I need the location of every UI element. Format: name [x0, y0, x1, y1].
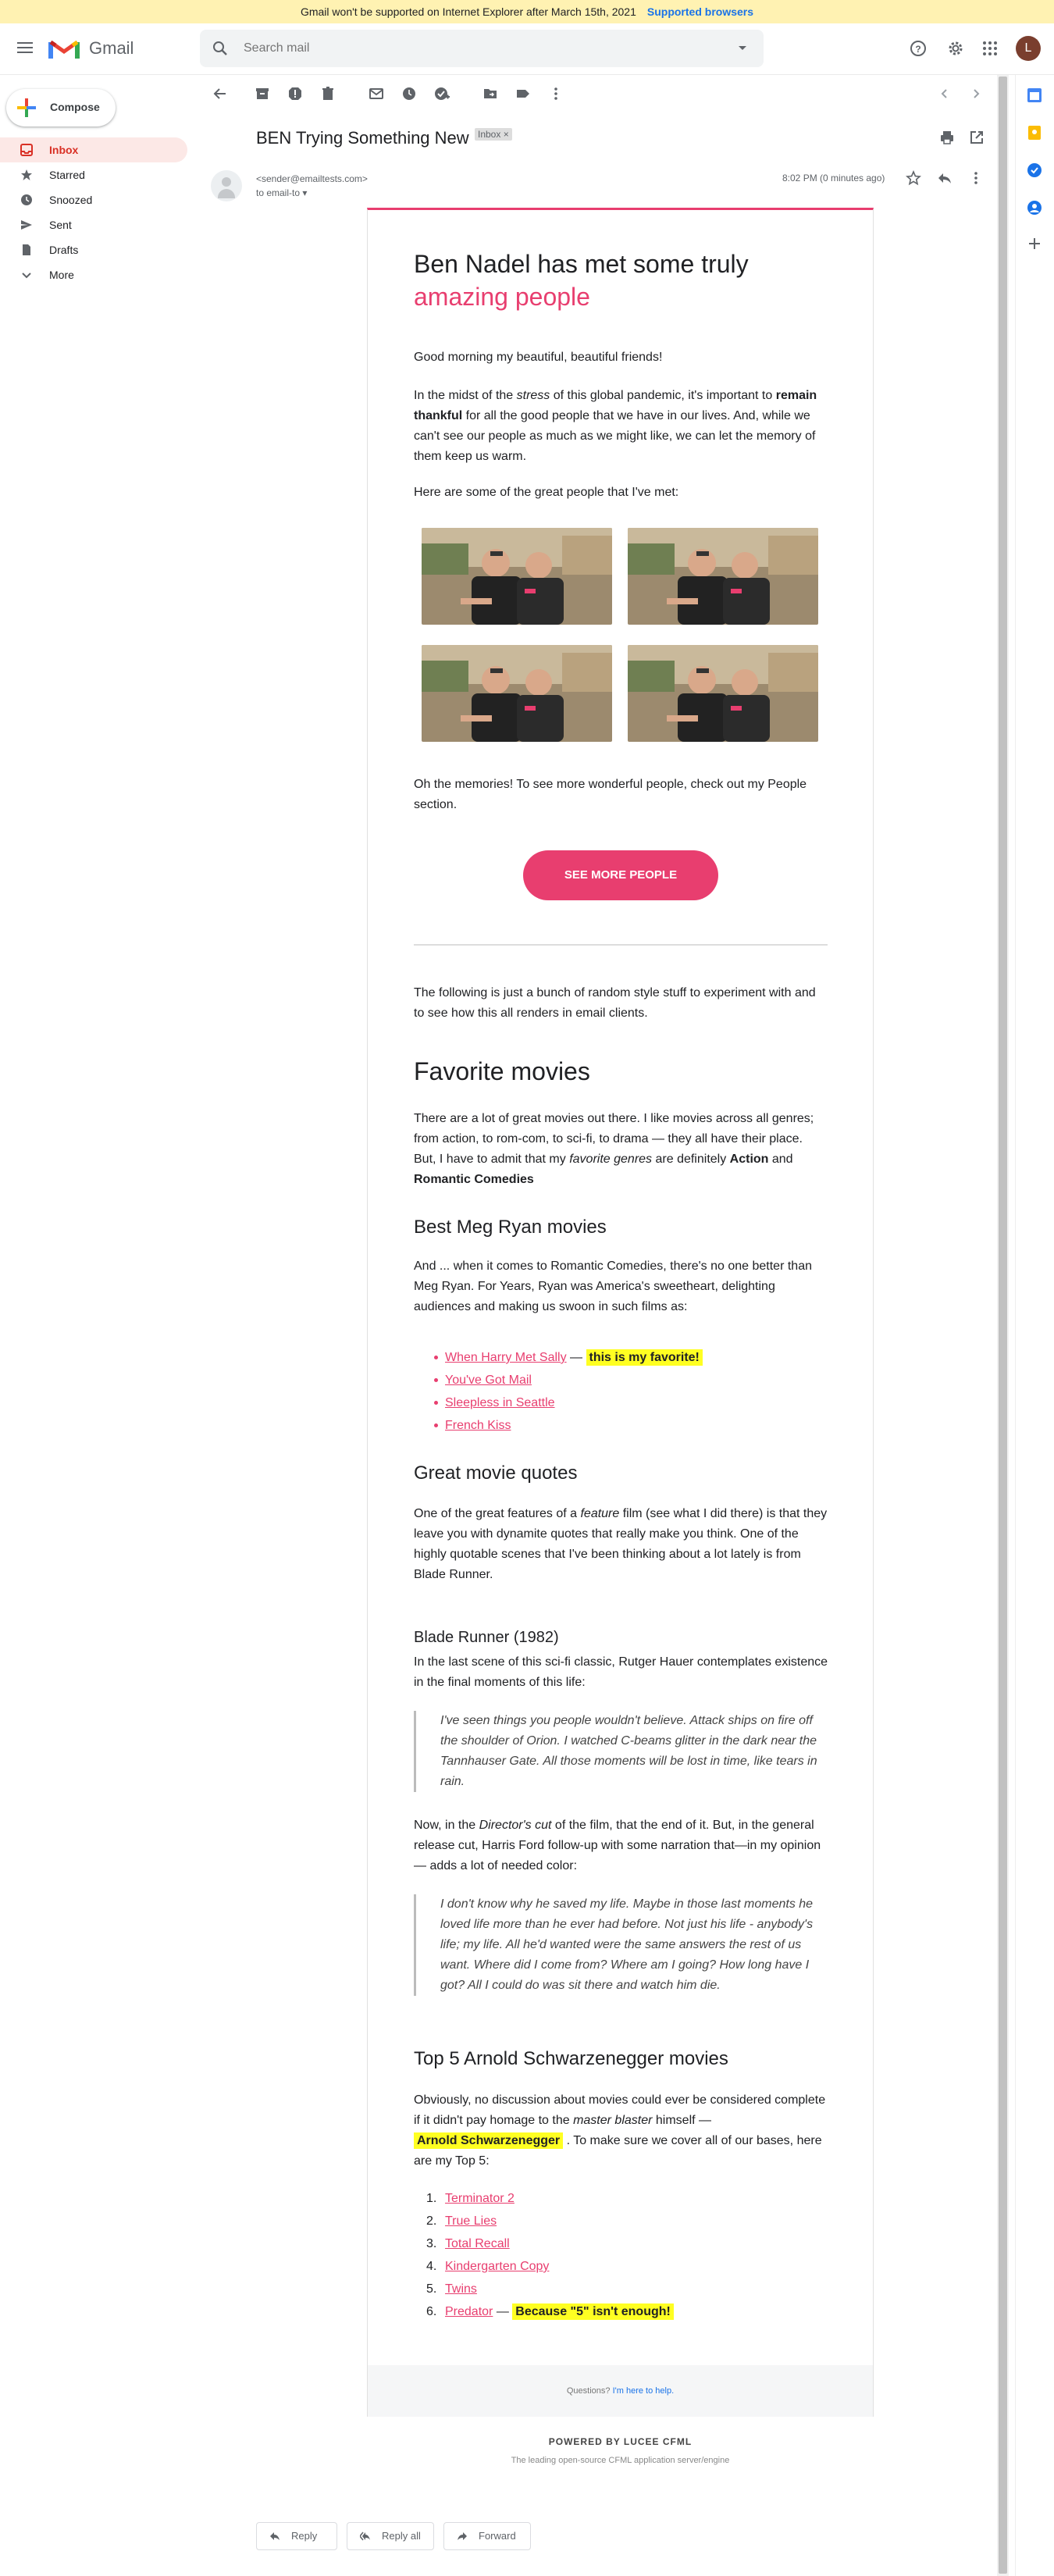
list-number: 4.	[426, 2260, 437, 2273]
draft-icon	[20, 244, 33, 256]
people-photo[interactable]	[422, 528, 612, 625]
sidebar-item-inbox[interactable]	[0, 137, 187, 162]
delete-trash-icon[interactable]	[320, 86, 336, 102]
heading-favorite-movies: Favorite movies	[414, 1057, 590, 1085]
intro-paragraph	[414, 386, 828, 467]
message-timestamp: 8:02 PM (0 minutes ago)	[782, 173, 885, 183]
help-link[interactable]: I'm here to help.	[612, 2386, 675, 2396]
sidebar-item-sent[interactable]	[0, 212, 187, 237]
sidebar-item-label: Inbox	[49, 144, 79, 156]
settings-gear-icon[interactable]	[946, 39, 965, 58]
style-experiment-paragraph: The following is just a bunch of random style stuff to experiment with and to see how this all renders in email clients.	[414, 986, 816, 1020]
movie-link[interactable]: When Harry Met Sally	[445, 1351, 567, 1364]
banner-text: Gmail won't be supported on Internet Explorer after March 15th, 2021	[300, 5, 636, 18]
intro-text-c: for all the good people that we have in our lives. And, while we can't see our people as much as we might like, we can let the memory of them keep us warm.	[414, 409, 816, 463]
label-tag-icon[interactable]	[515, 86, 531, 102]
heading-blade-runner: Blade Runner (1982)	[414, 1629, 559, 1646]
forward-label: Forward	[479, 2530, 516, 2542]
gmail-logo-icon[interactable]	[48, 37, 80, 61]
movies-strong-action: Action	[729, 1153, 769, 1166]
apps-grid-icon[interactable]	[981, 39, 999, 58]
sidebar	[0, 75, 200, 2576]
people-photo-image	[628, 645, 818, 742]
inbox-label-chip[interactable]: Inbox ×	[475, 128, 512, 141]
print-icon[interactable]	[939, 130, 955, 145]
forward-icon	[457, 2531, 468, 2542]
arnold-text-a: Obviously, no discussion about movies could ever be considered complete if it didn't pay homage to the	[414, 2093, 826, 2127]
archive-icon[interactable]	[255, 86, 270, 102]
move-to-folder-icon[interactable]	[482, 86, 498, 102]
people-photo[interactable]	[628, 645, 818, 742]
people-photo-image	[422, 645, 612, 742]
compose-button[interactable]	[6, 89, 116, 126]
list-number: 5.	[426, 2282, 437, 2296]
list-number: 2.	[426, 2214, 437, 2228]
intro-text-a: In the midst of the	[414, 389, 517, 402]
arnold-text-c: . To make sure we cover all of our bases, here are my Top 5:	[414, 2134, 822, 2168]
blockquote-tears-in-rain: I've seen things you people wouldn't believe. Attack ships on fire off the shoulder of Orion. I watched C-beams glitter in the dark near the Tannhauser Gate. All those moments will be lost in time, like tears in rain.	[414, 1711, 828, 1792]
greeting-paragraph: Good morning my beautiful, beautiful friends!	[414, 351, 663, 364]
powered-by-subtitle: The leading open-source CFML application server/engine	[511, 2456, 730, 2465]
star-icon	[20, 169, 33, 181]
compose-plus-icon	[17, 98, 36, 117]
extra-highlight: Because "5" isn't enough!	[512, 2303, 674, 2320]
list-item	[426, 2278, 796, 2300]
quotes-text-a: One of the great features of a	[414, 1507, 581, 1520]
message-more-vertical-icon[interactable]	[968, 170, 984, 186]
sidebar-item-label: Starred	[49, 169, 85, 181]
reply-all-icon	[360, 2531, 371, 2542]
movie-link[interactable]: You've Got Mail	[445, 1374, 532, 1387]
dash-separator: —	[570, 1351, 583, 1364]
favorite-highlight: this is my favorite!	[586, 1349, 703, 1366]
headline-line-1: Ben Nadel has met some truly	[414, 250, 749, 278]
scrollbar-thumb[interactable]	[999, 77, 1007, 2574]
movies-text-c: and	[768, 1153, 793, 1166]
list-item	[426, 2187, 796, 2210]
keep-icon[interactable]	[1027, 125, 1042, 141]
older-chevron-right-icon[interactable]	[968, 86, 984, 102]
svg-text:?: ?	[915, 44, 921, 55]
heading-meg-ryan: Best Meg Ryan movies	[414, 1217, 607, 1238]
compose-label: Compose	[50, 101, 100, 113]
clock-icon	[20, 194, 33, 206]
quotes-text-b: film (see what I did there) is that they leave you with dynamite quotes that really make you think. One of the highly quotable scenes that I've been thinking about a lot lately is from Blade Runner.	[414, 1507, 828, 1581]
email-body-card	[367, 208, 874, 2417]
bullet	[434, 1356, 438, 1359]
newer-chevron-left-icon[interactable]	[937, 86, 953, 102]
headline-line-2: amazing people	[414, 283, 590, 311]
movie-link[interactable]: Twins	[445, 2282, 477, 2296]
powered-by-title: POWERED BY LUCEE CFML	[548, 2436, 693, 2447]
forward-button[interactable]	[443, 2522, 531, 2550]
list-item	[445, 1391, 796, 1414]
email-headline	[414, 248, 828, 313]
inbox-icon	[20, 144, 33, 156]
footer-question: Questions?	[566, 2386, 611, 2396]
dash-separator: —	[496, 2305, 509, 2318]
star-outline-icon[interactable]	[906, 170, 921, 186]
main-menu-icon[interactable]	[17, 42, 33, 53]
search-bar[interactable]	[200, 30, 764, 67]
supported-browsers-link[interactable]: Supported browsers	[646, 5, 754, 18]
blade-runner-paragraph: In the last scene of this sci-fi classic, Rutger Hauer contemplates existence in the final moments of this life:	[414, 1655, 828, 1689]
cut-emphasis: Director's cut	[479, 1819, 552, 1832]
arnold-highlight: Arnold Schwarzenegger	[414, 2132, 563, 2149]
browser-support-banner	[0, 0, 1054, 23]
list-item	[445, 1414, 796, 1437]
meg-movie-list	[445, 1346, 796, 1437]
blockquote-narration: I don't know why he saved my life. Maybe in those last moments he loved life more than he ever had before. Not just his life - anybody's life; my life. All he'd wanted were the same answers the rest of us want. Where did I come from? Where am I going? How long have I got? All I could do was sit there and watch him die.	[414, 1894, 828, 1996]
list-number: 3.	[426, 2237, 437, 2250]
more-vertical-icon[interactable]	[548, 86, 564, 102]
arnold-paragraph	[414, 2090, 828, 2172]
message-toolbar	[200, 75, 996, 112]
movies-emphasis: favorite genres	[569, 1153, 653, 1166]
mark-unread-icon[interactable]	[369, 86, 384, 102]
send-icon	[20, 219, 33, 231]
bullet	[434, 1423, 438, 1427]
search-options-icon[interactable]	[739, 46, 746, 50]
people-photo[interactable]	[422, 645, 612, 742]
bullet	[434, 1401, 438, 1405]
open-new-window-icon[interactable]	[969, 130, 985, 145]
movie-link[interactable]: Predator	[445, 2305, 493, 2318]
plus-horizontal	[1029, 243, 1040, 244]
people-photo-image	[628, 528, 818, 625]
search-icon[interactable]	[212, 41, 228, 56]
movie-link[interactable]: True Lies	[445, 2214, 497, 2228]
list-item	[426, 2210, 796, 2232]
calendar-icon[interactable]	[1027, 87, 1042, 103]
back-arrow-icon[interactable]	[212, 86, 228, 102]
movies-text-a: There are a lot of great movies out there. I like movies across all genres; from action, to rom-com, to sci-fi, to drama — they all have their place. But, I have to admit that my	[414, 1112, 814, 1166]
list-item	[426, 2255, 796, 2278]
intro-strong: remain thankful	[414, 389, 817, 422]
memories-paragraph: Oh the memories! To see more wonderful people, check out my People section.	[414, 778, 807, 811]
tasks-icon[interactable]	[1027, 162, 1042, 178]
people-photo-image	[422, 528, 612, 625]
top-bar	[0, 23, 1054, 75]
intro-text-b: of this global pandemic, it's important to	[550, 389, 776, 402]
snooze-clock-icon[interactable]	[401, 86, 417, 102]
bullet	[434, 1378, 438, 1382]
contacts-icon[interactable]	[1027, 200, 1042, 216]
cut-text-a: Now, in the	[414, 1819, 479, 1832]
sidebar-item-snoozed[interactable]	[0, 187, 187, 212]
reply-arrow-icon[interactable]	[937, 170, 953, 186]
heading-arnold: Top 5 Arnold Schwarzenegger movies	[414, 2048, 728, 2069]
quotes-emphasis: feature	[580, 1507, 620, 1520]
movie-link[interactable]: Sleepless in Seattle	[445, 1396, 555, 1409]
sidebar-item-starred[interactable]	[0, 162, 187, 187]
sidebar-item-drafts[interactable]	[0, 237, 187, 262]
sidebar-item-label: Drafts	[49, 244, 79, 256]
arnold-emphasis: master blaster	[573, 2114, 653, 2127]
sender-email[interactable]: <sender@emailtests.com>	[256, 173, 368, 184]
gmail-logo-text[interactable]: Gmail	[89, 38, 134, 58]
cut-text-b: of the film, that the end of it. But, in the general release cut, Harris Ford follow-up with some narration that—in my opinion— adds a lot of needed color:	[414, 1819, 821, 1872]
sender-avatar[interactable]	[211, 170, 242, 201]
arnold-text-b: himself —	[652, 2114, 712, 2127]
reply-button[interactable]	[256, 2522, 337, 2550]
list-number: 6.	[426, 2305, 437, 2318]
movies-strong-romcom: Romantic Comedies	[414, 1173, 534, 1186]
movies-text-b: are definitely	[652, 1153, 730, 1166]
list-item	[445, 1346, 796, 1369]
heading-movie-quotes: Great movie quotes	[414, 1463, 578, 1484]
list-item	[426, 2232, 796, 2255]
movie-link[interactable]: Terminator 2	[445, 2192, 515, 2205]
movie-link[interactable]: French Kiss	[445, 1419, 511, 1432]
recipient-details[interactable]: to email-to ▾	[256, 187, 308, 198]
report-spam-icon[interactable]	[287, 86, 303, 102]
reply-all-button[interactable]	[347, 2522, 434, 2550]
add-to-tasks-icon[interactable]	[434, 86, 450, 102]
movie-link[interactable]: Total Recall	[445, 2237, 510, 2250]
search-input[interactable]	[244, 39, 712, 58]
people-intro-paragraph: Here are some of the great people that I've met:	[414, 486, 679, 499]
movies-paragraph	[414, 1109, 828, 1190]
list-item	[426, 2300, 796, 2323]
meg-paragraph: And ... when it comes to Romantic Comedies, there's no one better than Meg Ryan. For Years, Ryan was America's sweetheart, delighting audiences and making us swoon in such films as:	[414, 1259, 812, 1313]
message-subject: BEN Trying Something New	[256, 128, 469, 148]
reply-label: Reply	[291, 2530, 318, 2542]
people-photo[interactable]	[628, 528, 818, 625]
arnold-movie-list	[426, 2187, 796, 2323]
sidebar-item-label: Sent	[49, 219, 72, 231]
section-divider	[414, 944, 828, 946]
list-number: 1.	[426, 2192, 437, 2205]
side-panel	[1015, 75, 1054, 2576]
reply-all-label: Reply all	[382, 2530, 421, 2542]
directors-cut-paragraph	[414, 1815, 828, 1876]
help-icon[interactable]	[909, 39, 928, 58]
account-avatar[interactable]: L	[1016, 36, 1041, 61]
sidebar-item-label: More	[49, 269, 74, 281]
list-item	[445, 1369, 796, 1391]
reply-icon	[269, 2531, 280, 2542]
movie-link[interactable]: Kindergarten Copy	[445, 2260, 550, 2273]
sidebar-item-label: Snoozed	[49, 194, 93, 206]
add-addon-plus-icon[interactable]	[1027, 236, 1042, 251]
chevron-down-icon	[20, 269, 33, 281]
email-footer	[368, 2365, 873, 2417]
see-more-people-button[interactable]: SEE MORE PEOPLE	[523, 850, 718, 900]
quotes-paragraph	[414, 1504, 828, 1585]
intro-emphasis: stress	[516, 389, 550, 402]
sidebar-item-more[interactable]	[0, 262, 187, 287]
